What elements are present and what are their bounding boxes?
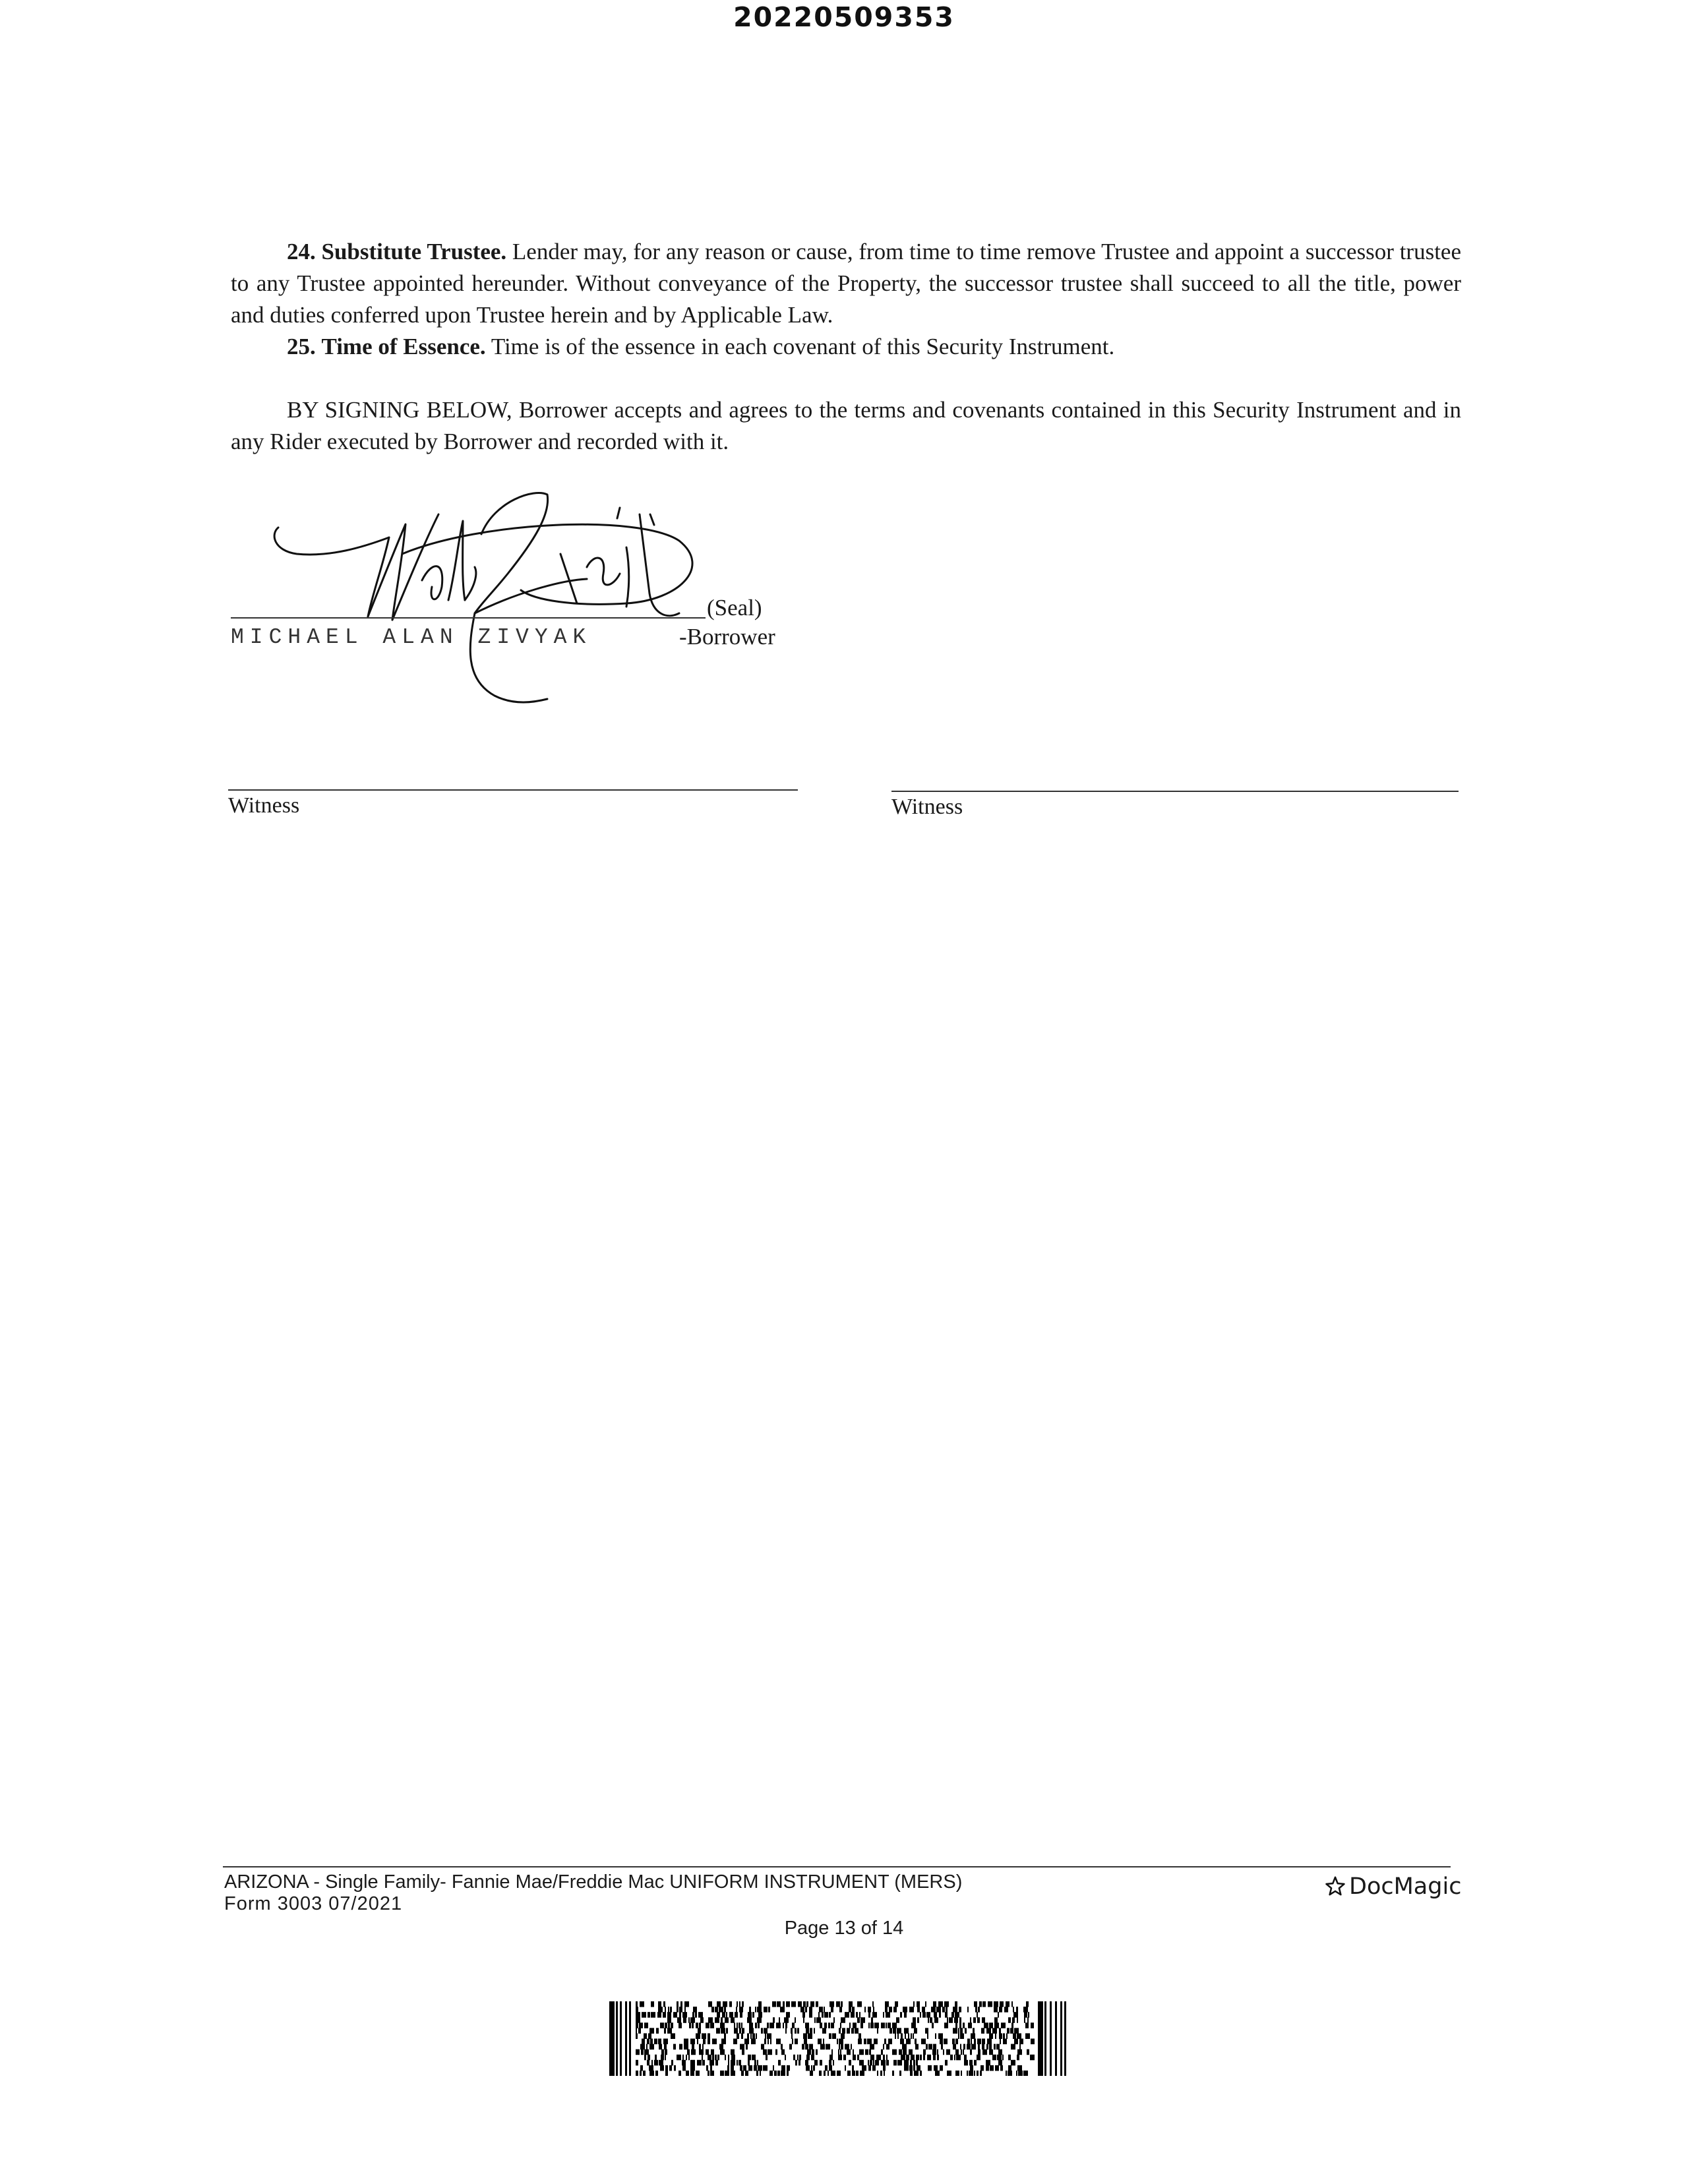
witness-right-label: Witness <box>891 795 963 819</box>
section-25-heading: Time of Essence. <box>321 334 486 359</box>
footer-divider <box>223 1866 1451 1867</box>
witness-right <box>891 791 1459 843</box>
footer-form-title: ARIZONA - Single Family- Fannie Mae/Freddie Mac UNIFORM INSTRUMENT (MERS) <box>224 1871 963 1893</box>
docmagic-brand-text: DocMagic <box>1349 1873 1462 1900</box>
witness-left-label: Witness <box>228 793 300 818</box>
star-outline-icon <box>1324 1875 1346 1898</box>
witness-right-line <box>891 791 1459 792</box>
seal-label: (Seal) <box>707 595 762 621</box>
witness-left <box>228 789 798 842</box>
section-25 <box>231 331 1461 363</box>
page-number: Page 13 of 14 <box>784 1918 904 1939</box>
borrower-role-label: -Borrower <box>679 624 775 650</box>
signing-statement: BY SIGNING BELOW, Borrower accepts and agrees to the terms and covenants contained in this Security Instrument and in any Rider executed by Borrower and recorded with it. <box>231 397 1461 454</box>
section-25-text: Time is of the essence in each covenant of this Security Instrument. <box>491 334 1115 359</box>
borrower-name: MICHAEL ALAN ZIVYAK <box>231 625 592 650</box>
barcode <box>609 2001 1067 2076</box>
section-24-text: Lender may, for any reason or cause, from time to time remove Trustee and appoint a successor trustee to any Trustee appointed hereunder. Without conveyance of the Property, the successor trustee shall succeed to all the title, power and duties conferred upon Trustee herein and by Applicable Law. <box>231 239 1462 328</box>
recording-number: 20220509353 <box>733 1 955 33</box>
section-24-heading: Substitute Trustee. <box>321 239 507 264</box>
docmagic-logo <box>1324 1873 1461 1900</box>
footer-form-number: Form 3003 07/2021 <box>224 1893 403 1914</box>
body-text <box>231 236 1461 458</box>
handwritten-signature <box>165 462 758 725</box>
section-24-number: 24. <box>287 239 316 264</box>
witness-left-line <box>228 789 798 791</box>
section-24 <box>231 236 1461 331</box>
footer-form-info <box>224 1871 962 1915</box>
section-25-number: 25. <box>287 334 316 359</box>
borrower-signature-line <box>231 617 706 619</box>
borrower-signature-block <box>231 462 791 739</box>
